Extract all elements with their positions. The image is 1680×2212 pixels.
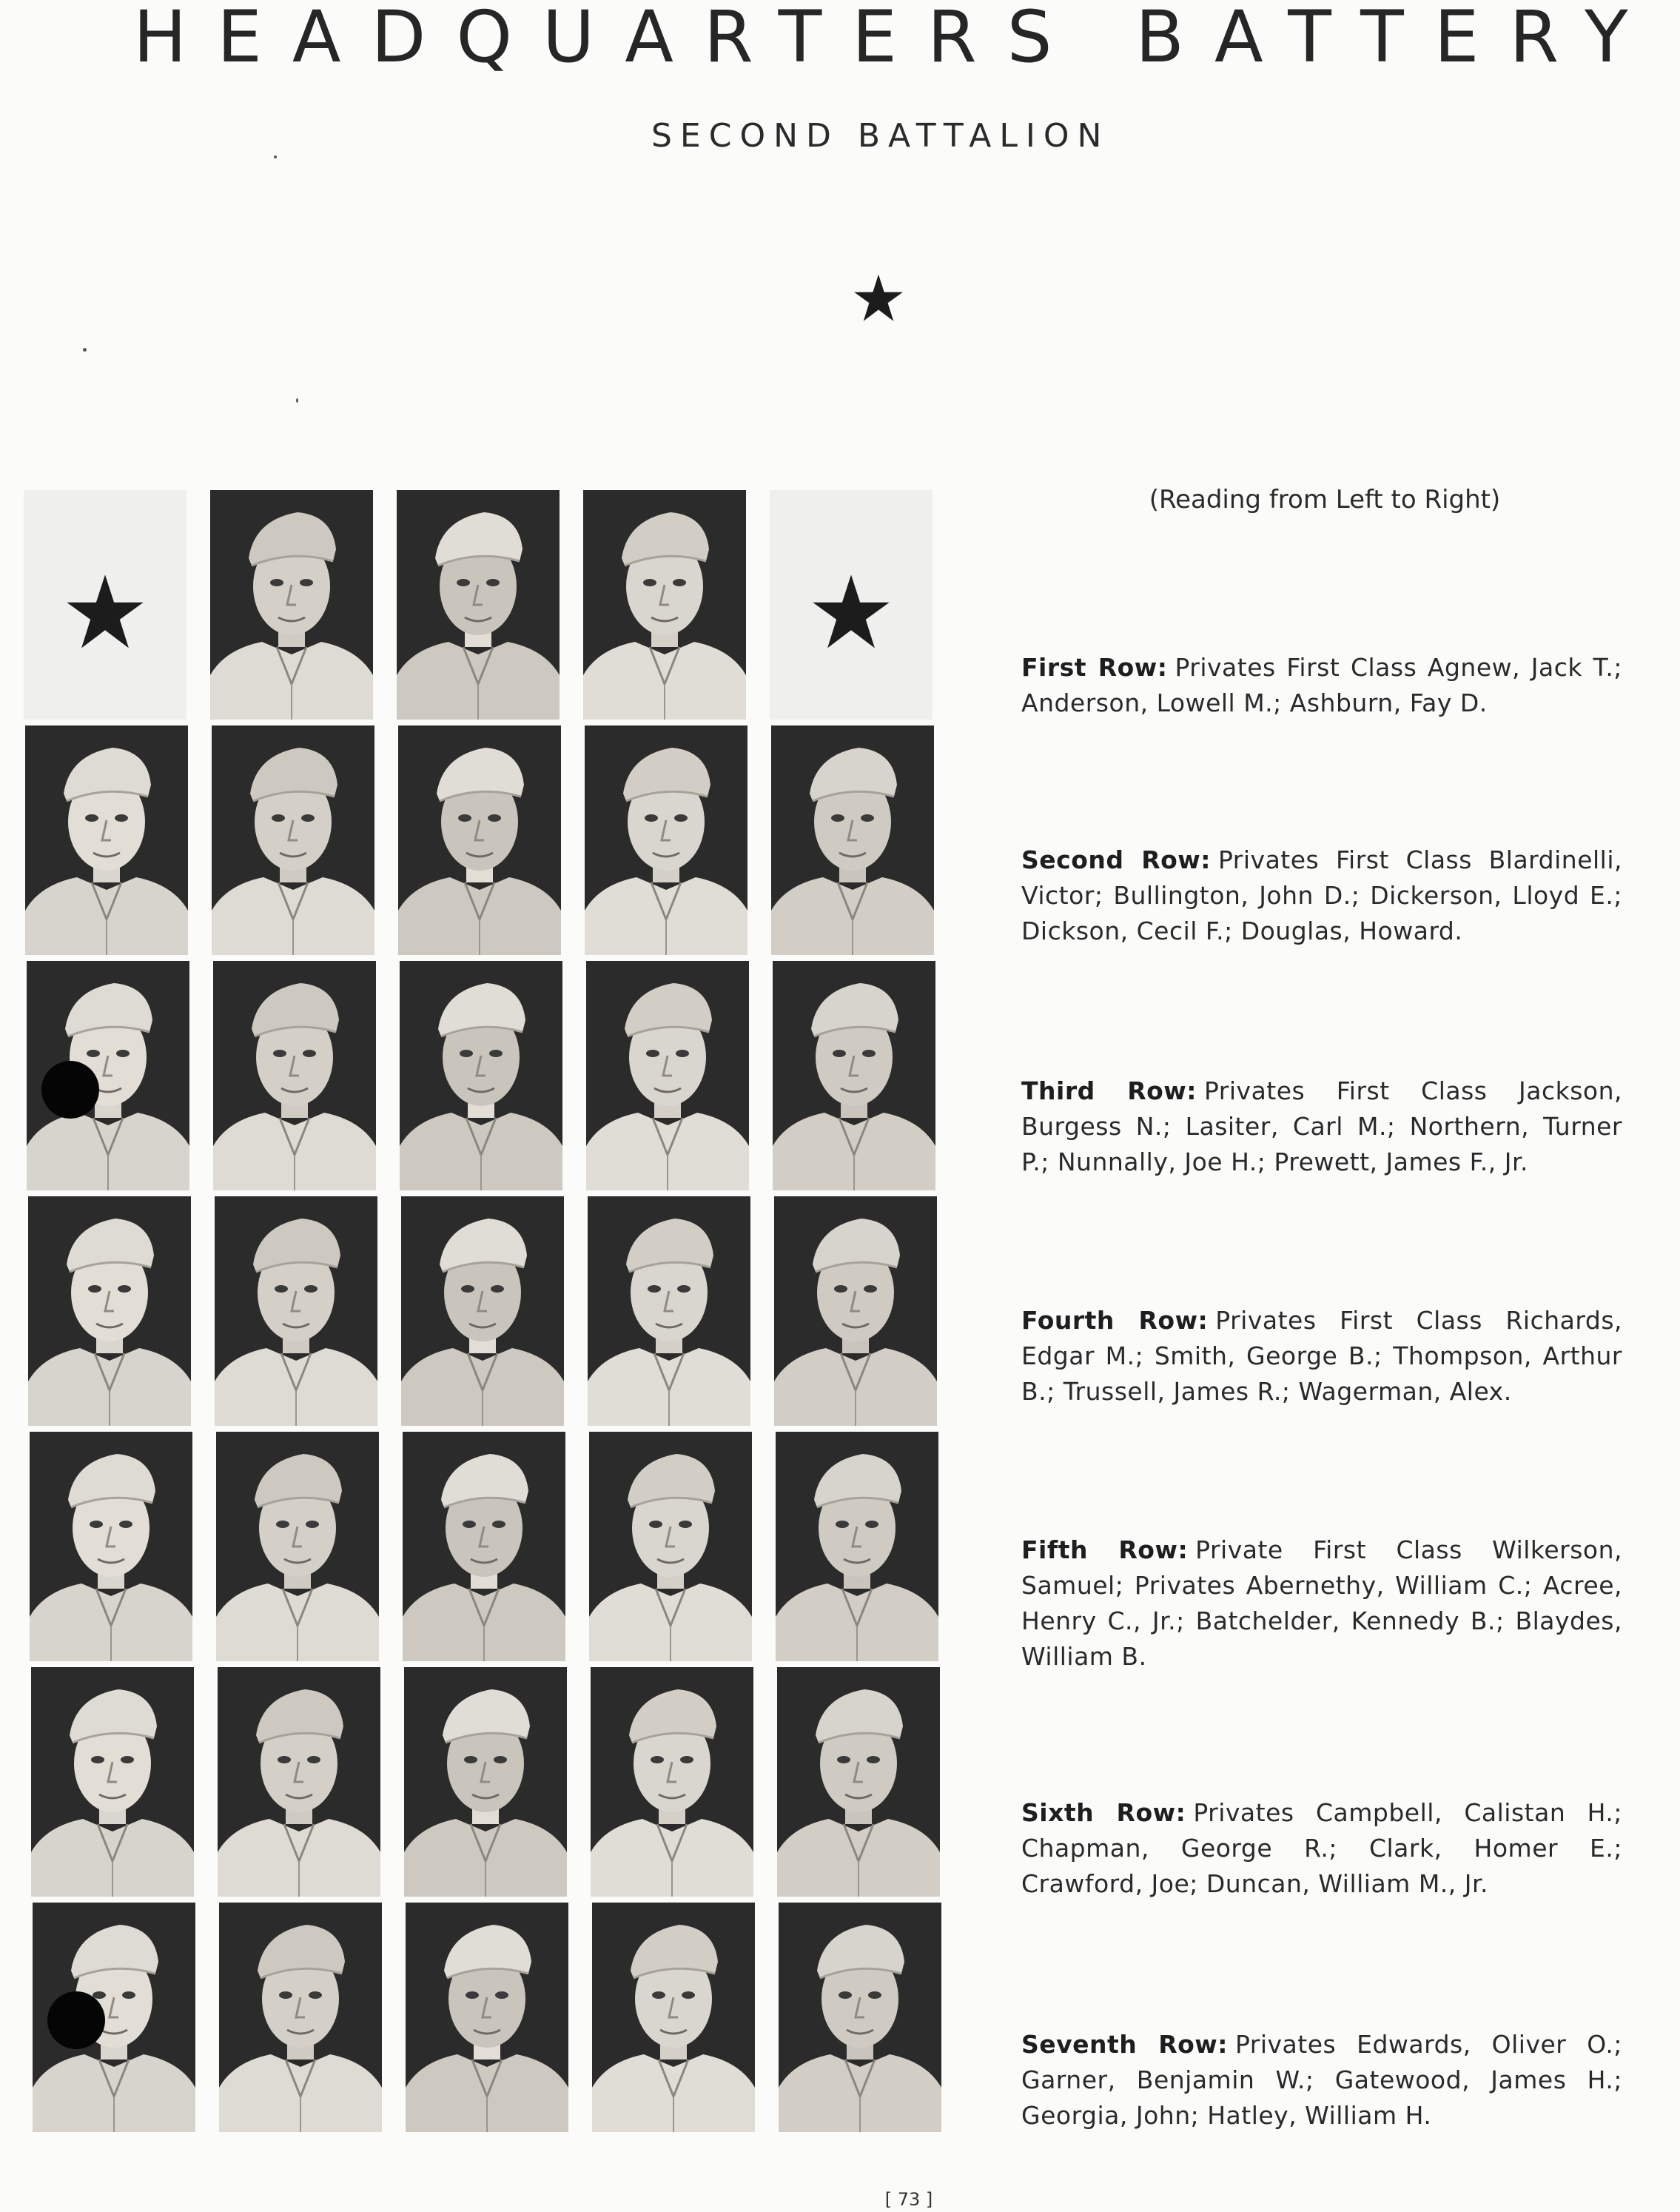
row-description: [1021, 1795, 1622, 1902]
blank-star-cell: [770, 490, 933, 720]
row-names: Private First Class Wilkerson, Samuel; Privates Abernethy, William C.; Acree, Henry C., Jr.; Batchelder, Kennedy B.; Blaydes, William B.: [1021, 1535, 1623, 1671]
hole-punch: [47, 1991, 105, 2049]
portrait-photo: [403, 1432, 565, 1661]
portrait-image: [213, 961, 376, 1190]
portrait-image: [403, 1432, 565, 1661]
portrait-image: [588, 1196, 750, 1426]
portrait-photo: [398, 725, 561, 955]
portrait-image: [400, 961, 562, 1190]
portrait-image: [25, 725, 188, 955]
row-names: Privates First Class Richards, Edgar M.; Smith, George B.; Thompson, Arthur B.; Trussell, James R.; Wagerman, Alex.: [1021, 1306, 1622, 1406]
row-description: [1021, 2027, 1622, 2134]
portrait-photo: [218, 1667, 380, 1897]
portrait-photo: [591, 1667, 753, 1897]
portrait-photo: [27, 961, 189, 1190]
portrait-image: [404, 1667, 567, 1897]
row-names: Privates First Class Agnew, Jack T.; Anderson, Lowell M.; Ashburn, Fay D.: [1021, 653, 1622, 717]
star-icon: [853, 272, 904, 324]
portrait-photo: [588, 1196, 750, 1426]
portrait-image: [583, 490, 746, 720]
page-title: HEADQUARTERS BATTERY: [133, 0, 1659, 78]
row-description: [1021, 1532, 1622, 1675]
portrait-image: [397, 490, 560, 720]
portrait-photo: [215, 1196, 377, 1426]
row-names: Privates Campbell, Calistan H.; Chapman, George R.; Clark, Homer E.; Crawford, Joe; Duncan, William M., Jr.: [1021, 1798, 1622, 1898]
print-speck: [274, 155, 277, 158]
row-label: First Row:: [1021, 653, 1168, 682]
portrait-photo: [406, 1903, 568, 2132]
portrait-image: [586, 961, 749, 1190]
row-names: Privates First Class Blardinelli, Victor; Bullington, John D.; Dickerson, Lloyd E.; Dickson, Cecil F.; Douglas, Howard.: [1021, 845, 1622, 945]
portrait-photo: [401, 1196, 564, 1426]
row-label: Fifth Row:: [1021, 1535, 1189, 1564]
row-label: Sixth Row:: [1021, 1798, 1186, 1827]
portrait-image: [212, 725, 374, 955]
portrait-image: [406, 1903, 568, 2132]
portrait-photo: [219, 1903, 382, 2132]
portrait-photo: [212, 725, 374, 955]
portrait-photo: [400, 961, 562, 1190]
portrait-photo: [586, 961, 749, 1190]
portrait-photo: [585, 725, 747, 955]
row-description: [1021, 650, 1622, 721]
portrait-photo: [33, 1903, 195, 2132]
portrait-photo: [771, 725, 934, 955]
row-label: Third Row:: [1021, 1076, 1197, 1105]
portrait-image: [219, 1903, 382, 2132]
portrait-photo: [589, 1432, 752, 1661]
portrait-photo: [397, 490, 560, 720]
portrait-photo: [776, 1432, 938, 1661]
row-names: Privates Edwards, Oliver O.; Garner, Benjamin W.; Gatewood, James H.; Georgia, John; Hatley, William H.: [1021, 2030, 1622, 2130]
portrait-photo: [28, 1196, 191, 1426]
row-description: [1021, 842, 1622, 949]
page-number: [ 73 ]: [884, 2189, 933, 2210]
portrait-image: [591, 1667, 753, 1897]
portrait-image: [30, 1432, 192, 1661]
portrait-photo: [216, 1432, 379, 1661]
row-description: [1021, 1073, 1622, 1180]
portrait-image: [771, 725, 934, 955]
row-names: Privates First Class Jackson, Burgess N.; Lasiter, Carl M.; Northern, Turner P.; Nunnally, Joe H.; Prewett, James F., Jr.: [1021, 1076, 1622, 1176]
portrait-image: [777, 1667, 940, 1897]
portrait-image: [398, 725, 561, 955]
portrait-photo: [30, 1432, 192, 1661]
row-description: [1021, 1303, 1622, 1410]
print-speck: [296, 398, 298, 403]
portrait-photo: [779, 1903, 941, 2132]
blank-star-cell: [24, 490, 187, 720]
row-label: Fourth Row:: [1021, 1306, 1209, 1335]
portrait-image: [592, 1903, 755, 2132]
portrait-image: [31, 1667, 194, 1897]
hole-punch: [41, 1061, 99, 1119]
page-subtitle: SECOND BATTALION: [651, 117, 1110, 155]
portrait-photo: [31, 1667, 194, 1897]
portrait-image: [216, 1432, 379, 1661]
portrait-image: [773, 961, 935, 1190]
portrait-photo: [210, 490, 373, 720]
portrait-photo: [592, 1903, 755, 2132]
portrait-image: [28, 1196, 191, 1426]
portrait-image: [776, 1432, 938, 1661]
portrait-image: [401, 1196, 564, 1426]
row-label: Second Row:: [1021, 845, 1211, 874]
row-label: Seventh Row:: [1021, 2030, 1228, 2059]
star-icon: [64, 572, 146, 653]
portrait-photo: [773, 961, 935, 1190]
portrait-photo: [583, 490, 746, 720]
portrait-photo: [213, 961, 376, 1190]
star-icon: [810, 572, 892, 653]
photo-grid: [24, 490, 935, 2144]
print-speck: [83, 348, 87, 352]
portrait-image: [589, 1432, 752, 1661]
portrait-image: [774, 1196, 937, 1426]
portrait-photo: [404, 1667, 567, 1897]
portrait-photo: [25, 725, 188, 955]
reading-caption: (Reading from Left to Right): [1149, 485, 1501, 515]
portrait-image: [585, 725, 747, 955]
portrait-image: [215, 1196, 377, 1426]
portrait-image: [779, 1903, 941, 2132]
portrait-image: [218, 1667, 380, 1897]
portrait-photo: [774, 1196, 937, 1426]
portrait-photo: [777, 1667, 940, 1897]
portrait-image: [210, 490, 373, 720]
